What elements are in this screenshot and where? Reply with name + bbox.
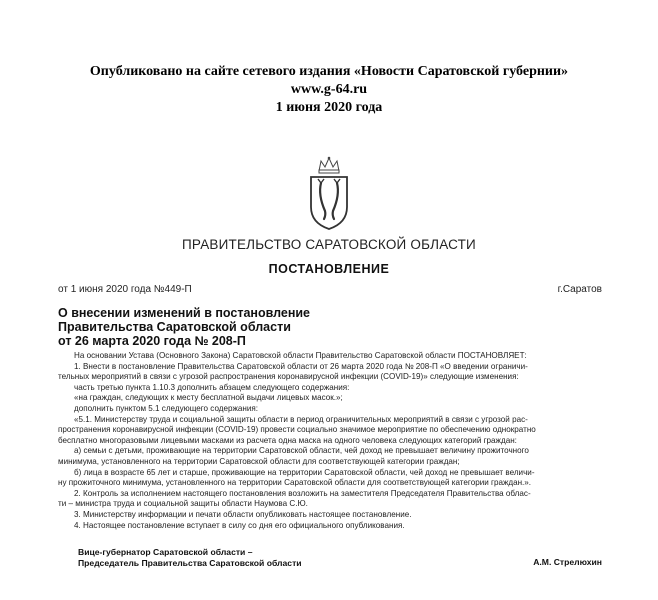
signature-block bbox=[78, 547, 302, 568]
body-line: 4. Настоящее постановление вступает в силу со дня его официального опубликования. bbox=[74, 520, 405, 530]
body-line: дополнить пунктом 5.1 следующего содержания: bbox=[74, 403, 259, 413]
body-line: бесплатно многоразовыми лицевыми масками из расчета одна маска на одного человека следующих категорий граждан: bbox=[58, 435, 517, 445]
publication-note bbox=[0, 63, 658, 117]
body-line: На основании Устава (Основного Закона) Саратовской области Правительство Саратовской области ПОСТАНОВЛЯЕТ: bbox=[74, 351, 527, 360]
body-line: «5.1. Министерству труда и социальной защиты области в период ограничительных мероприятий в связи с угрозой рас- bbox=[74, 414, 528, 424]
heading-line: О внесении изменений в постановление bbox=[58, 306, 311, 320]
body-line: пространения коронавирусной инфекции (COVID-19) провести социально значимое мероприятие по обеспечению однократно bbox=[58, 425, 536, 435]
city: г.Саратов bbox=[557, 284, 602, 295]
signature-title-line: Вице-губернатор Саратовской области – bbox=[78, 547, 253, 557]
publication-line-date: 1 июня 2020 года bbox=[275, 100, 383, 115]
body-line: 1. Внести в постановление Правительства Саратовской области от 26 марта 2020 года № 208-П «О введении ограничи- bbox=[74, 361, 528, 371]
body-line: «на граждан, следующих к месту бесплатной выдачи лицевых масок.»; bbox=[74, 393, 343, 403]
body-line: минимума, установленного на территории Саратовской области для соответствующей категории граждан; bbox=[58, 456, 460, 466]
signature-title-line: Председатель Правительства Саратовской области bbox=[78, 557, 302, 568]
government-title: ПРАВИТЕЛЬСТВО САРАТОВСКОЙ ОБЛАСТИ bbox=[182, 237, 476, 252]
document-heading bbox=[58, 306, 310, 348]
body-line: 2. Контроль за исполнением настоящего постановления возложить на заместителя Председателя Правительства облас- bbox=[74, 488, 531, 498]
heading-line: от 26 марта 2020 года № 208-П bbox=[58, 334, 246, 348]
body-line: тельных мероприятий в связи с угрозой распространения коронавирусной инфекции (COVID-19)» следующие изменения: bbox=[58, 372, 519, 382]
date-number: от 1 июня 2020 года №449-П bbox=[58, 284, 192, 295]
document-type: ПОСТАНОВЛЕНИЕ bbox=[268, 262, 390, 276]
signer-name: А.М. Стрелюхин bbox=[533, 557, 602, 567]
body-line: ти – министра труда и социальной защиты области Наумова С.Ю. bbox=[58, 499, 308, 509]
saratov-coat-of-arms-icon bbox=[305, 155, 353, 231]
body-line: ну прожиточного минимума, установленного на территории Саратовской области для соответствующей категории граждан.». bbox=[58, 478, 532, 488]
body-line: 3. Министерству информации и печати области опубликовать настоящее постановление. bbox=[74, 509, 412, 519]
publication-line-site: Опубликовано на сайте сетевого издания «Новости Саратовской губернии» bbox=[89, 64, 569, 79]
heading-line: Правительства Саратовской области bbox=[58, 320, 291, 334]
document-body bbox=[58, 351, 606, 531]
publication-line-url: www.g-64.ru bbox=[290, 82, 368, 97]
body-line: а) семьи с детьми, проживающие на территории Саратовской области, чей доход не превышает величину прожиточного bbox=[74, 446, 529, 456]
body-line: часть третью пункта 1.10.3 дополнить абзацем следующего содержания: bbox=[74, 382, 350, 392]
body-line: б) лица в возрасте 65 лет и старше, проживающие на территории Саратовской области, чей доход не превышает величи- bbox=[74, 467, 535, 477]
